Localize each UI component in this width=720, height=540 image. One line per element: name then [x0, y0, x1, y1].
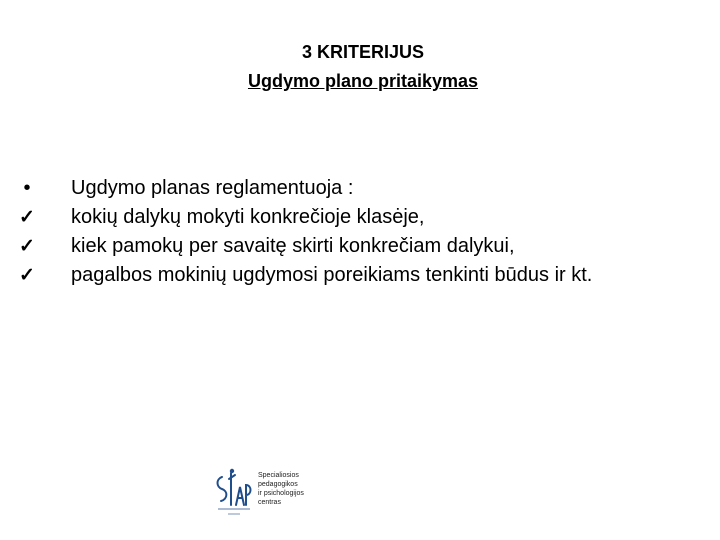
organization-logo [212, 465, 322, 521]
slide-title [0, 38, 720, 96]
logo-figure-icon [212, 465, 254, 521]
bullet-list [15, 174, 705, 290]
intro-text: Ugdymo planas reglamentuoja : [71, 177, 354, 199]
list-item [15, 232, 705, 261]
list-item-text: kokių dalykų mokyti konkrečioje klasėje, [71, 206, 425, 228]
checkmark-icon: ✓ [19, 265, 35, 286]
checkmark-icon: ✓ [19, 236, 35, 257]
list-item-text: kiek pamokų per savaitę skirti konkrečiam dalykui, [71, 235, 515, 257]
logo-text [258, 471, 324, 507]
logo-line: ir psichologijos [258, 490, 304, 497]
title-criterion: 3 KRITERIJUS [301, 42, 425, 62]
logo-line: centras [258, 499, 281, 506]
bullet-dot-icon: • [23, 177, 31, 199]
list-item [15, 203, 705, 232]
intro-bullet [15, 174, 705, 203]
checkmark-icon: ✓ [19, 207, 35, 228]
list-item [15, 261, 705, 290]
logo-line: Specialiosios [258, 472, 299, 479]
logo-line: pedagogikos [258, 481, 298, 488]
title-subject: Ugdymo plano pritaikymas [247, 71, 479, 91]
list-item-text: pagalbos mokinių ugdymosi poreikiams tenkinti būdus ir kt. [71, 264, 593, 286]
